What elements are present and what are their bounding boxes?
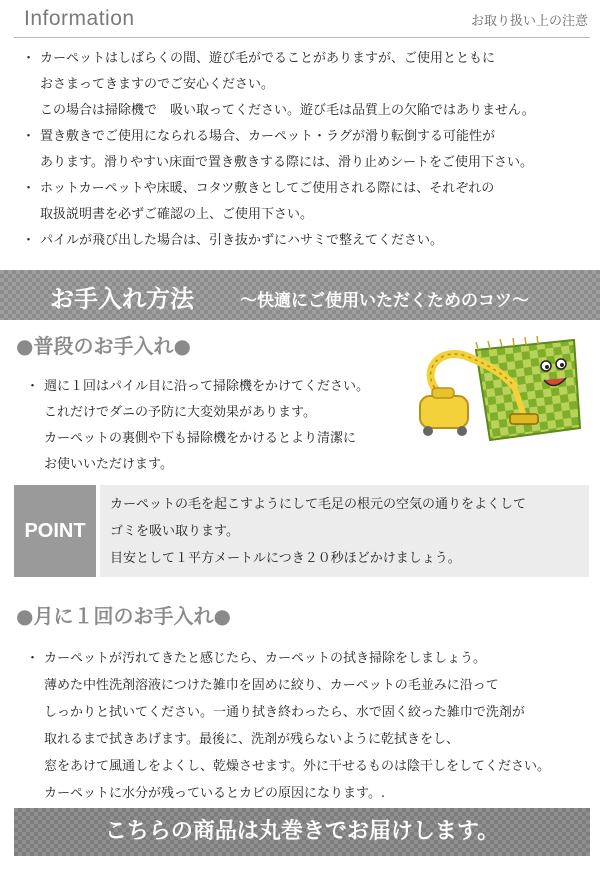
caution-line: ・ 置き敷きでご使用になられる場合、カーペット・ラグが滑り転倒する可能性が [22, 124, 587, 150]
caution-line: ・ カーペットはしばらくの間、遊び毛がでることがありますが、ご使用とともに [22, 46, 587, 72]
point-body [100, 485, 589, 577]
caution-item [22, 228, 587, 254]
page-header [0, 0, 600, 38]
monthly-care-line: カーペットに水分が残っているとカビの原因になります。. [44, 786, 386, 801]
daily-care-line: ・ 週に１回はパイル目に沿って掃除機をかけてください。 [26, 374, 396, 400]
caution-item [22, 46, 587, 124]
caution-line: ・ ホットカーペットや床暖、コタツ敷きとしてご使用される際には、それぞれの [22, 176, 587, 202]
care-banner [0, 270, 600, 320]
header-divider [14, 37, 590, 38]
daily-care-line: これだけでダニの予防に大変効果があります。 [44, 405, 316, 420]
point-line: 目安として１平方メートルにつき２０秒ほどかけましょう。 [110, 551, 461, 566]
daily-care-line: お使いいただけます。 [44, 457, 173, 472]
caution-line: 取扱説明書を必ずご確認の上、ご使用下さい。 [40, 207, 314, 222]
caution-line: あります。滑りやすい床面で置き敷きする際には、滑り止めシートをご使用下さい。 [40, 155, 533, 170]
point-line: カーペットの毛を起こすようにして毛足の根元の空気の通りをよくして [110, 497, 527, 512]
daily-care-text [26, 374, 396, 478]
caution-item [22, 176, 587, 228]
page-title: Information [24, 7, 135, 30]
point-label: POINT [14, 485, 96, 577]
monthly-care-line: しっかりと拭いてください。一通り拭き終わったら、水で固く絞った雑巾で洗剤が [44, 705, 525, 720]
point-line: ゴミを吸い取ります。 [110, 524, 239, 539]
point-box [14, 485, 589, 577]
daily-care-heading: ●普段のお手入れ● [16, 334, 191, 358]
caution-line: おさまってきますのでご安心ください。 [40, 77, 275, 92]
monthly-care-line: 取れるまで拭きあげます。最後に、洗剤が残らないように乾拭きをし、 [44, 732, 459, 747]
monthly-care-line: 薄めた中性洗剤溶液につけた雑巾を固めに絞り、カーペットの毛並みに沿って [44, 678, 499, 693]
monthly-care-heading: ●月に１回のお手入れ● [16, 604, 231, 628]
caution-line: ・ パイルが飛び出した場合は、引き抜かずにハサミで整えてください。 [22, 228, 587, 254]
monthly-care-line: ・ カーペットが汚れてきたと感じたら、カーペットの拭き掃除をしましょう。 [26, 645, 586, 672]
page-subtitle: お取り扱い上の注意 [470, 14, 588, 29]
monthly-care-text [26, 645, 586, 807]
caution-line: この場合は掃除機で 吸い取ってください。遊び毛は品質上の欠陥ではありません。 [40, 103, 535, 118]
daily-care-line: カーペットの裏側や下も掃除機をかけるとより清潔に [44, 431, 357, 446]
care-banner-title: お手入れ方法 [50, 285, 194, 313]
monthly-care-line: 窓をあけて風通しをよくし、乾燥させます。外に干せるものは陰干しをしてください。 [44, 759, 550, 774]
care-banner-subtitle: 〜快適にご使用いただくためのコツ〜 [240, 291, 529, 311]
caution-notes [22, 46, 587, 254]
vacuum-cleaner-carpet-icon [406, 336, 586, 446]
delivery-banner: こちらの商品は丸巻きでお届けします。 [14, 808, 590, 856]
caution-item [22, 124, 587, 176]
